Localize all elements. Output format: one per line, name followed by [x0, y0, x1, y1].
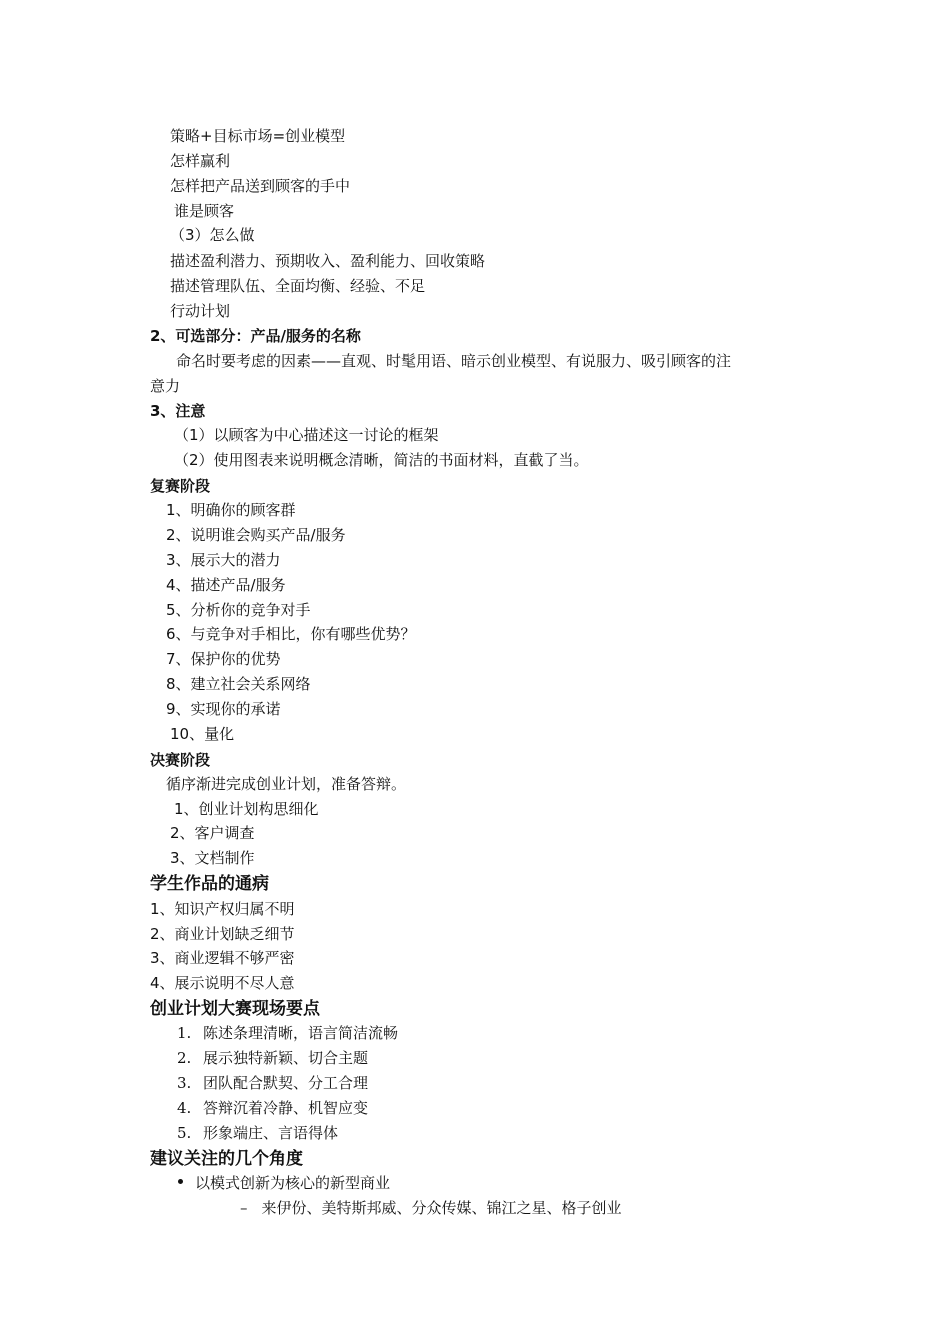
list-item: 5、分析你的竞争对手 — [166, 601, 311, 619]
text-line: 描述盈利潜力、预期收入、盈利能力、回收策略 — [170, 252, 486, 270]
item-text: 形象端庄、言语得体 — [203, 1124, 339, 1142]
paragraph-line: 意力 — [150, 377, 181, 395]
section-heading: 决赛阶段 — [150, 751, 211, 769]
text-line: 怎样赢利 — [170, 152, 231, 170]
section-heading: 创业计划大赛现场要点 — [150, 999, 320, 1019]
numbered-item — [177, 1023, 398, 1043]
bullet-icon — [178, 1179, 183, 1184]
dash-icon: – — [240, 1199, 248, 1217]
bullet-text: 以模式创新为核心的新型商业 — [195, 1174, 391, 1192]
text-line: （3）怎么做 — [170, 226, 255, 244]
text-line: 谁是顾客 — [174, 202, 235, 220]
item-text: 答辩沉着冷静、机智应变 — [203, 1099, 369, 1117]
item-text: 陈述条理清晰，语言简洁流畅 — [203, 1024, 399, 1042]
list-item: 3、展示大的潜力 — [166, 551, 281, 569]
numbered-item — [177, 1098, 368, 1118]
section-heading: 3、注意 — [150, 402, 206, 420]
text-line: 描述管理队伍、全面均衡、经验、不足 — [170, 277, 426, 295]
paragraph-line: 循序渐进完成创业计划，准备答辩。 — [166, 775, 407, 793]
list-item: 9、实现你的承诺 — [166, 700, 281, 718]
list-item: 3、商业逻辑不够严密 — [150, 949, 295, 967]
list-item: 4、描述产品/服务 — [166, 576, 286, 594]
sub-bullet-item — [240, 1198, 622, 1218]
list-item: 2、说明谁会购买产品/服务 — [166, 526, 346, 544]
section-heading: 建议关注的几个角度 — [150, 1149, 303, 1169]
item-text: 展示独特新颖、切合主题 — [203, 1049, 369, 1067]
item-number: 4. — [177, 1099, 192, 1117]
list-item: 2、商业计划缺乏细节 — [150, 925, 295, 943]
sub-bullet-text: 来伊份、美特斯邦威、分众传媒、锦江之星、格子创业 — [261, 1199, 622, 1217]
list-item: 4、展示说明不尽人意 — [150, 974, 295, 992]
item-number: 2. — [177, 1049, 192, 1067]
list-item: 8、建立社会关系网络 — [166, 675, 311, 693]
text-line: 怎样把产品送到顾客的手中 — [170, 177, 351, 195]
item-number: 3. — [177, 1074, 192, 1092]
list-item: 1、知识产权归属不明 — [150, 900, 295, 918]
section-heading: 学生作品的通病 — [150, 874, 269, 894]
text-line: 行动计划 — [170, 302, 231, 320]
list-item: 3、文档制作 — [170, 849, 255, 867]
section-heading: 2、可选部分：产品/服务的名称 — [150, 327, 361, 345]
item-number: 5. — [177, 1124, 192, 1142]
list-item: （2）使用图表来说明概念清晰，简洁的书面材料，直截了当。 — [174, 451, 589, 469]
numbered-item — [177, 1048, 368, 1068]
bullet-item — [178, 1173, 390, 1193]
section-heading: 复赛阶段 — [150, 477, 211, 495]
numbered-item — [177, 1123, 338, 1143]
paragraph-line: 命名时要考虑的因素——直观、时髦用语、暗示创业模型、有说服力、吸引顾客的注 — [176, 352, 732, 370]
text-line: 策略+目标市场=创业模型 — [170, 127, 346, 145]
item-number: 1. — [177, 1024, 192, 1042]
list-item: 2、客户调查 — [170, 824, 255, 842]
item-text: 团队配合默契、分工合理 — [203, 1074, 369, 1092]
numbered-item — [177, 1073, 368, 1093]
list-item: 10、量化 — [170, 725, 235, 743]
list-item: 1、创业计划构思细化 — [174, 800, 319, 818]
list-item: 1、明确你的顾客群 — [166, 501, 296, 519]
list-item: 6、与竞争对手相比，你有哪些优势？ — [166, 625, 416, 643]
list-item: （1）以顾客为中心描述这一讨论的框架 — [174, 426, 439, 444]
list-item: 7、保护你的优势 — [166, 650, 281, 668]
